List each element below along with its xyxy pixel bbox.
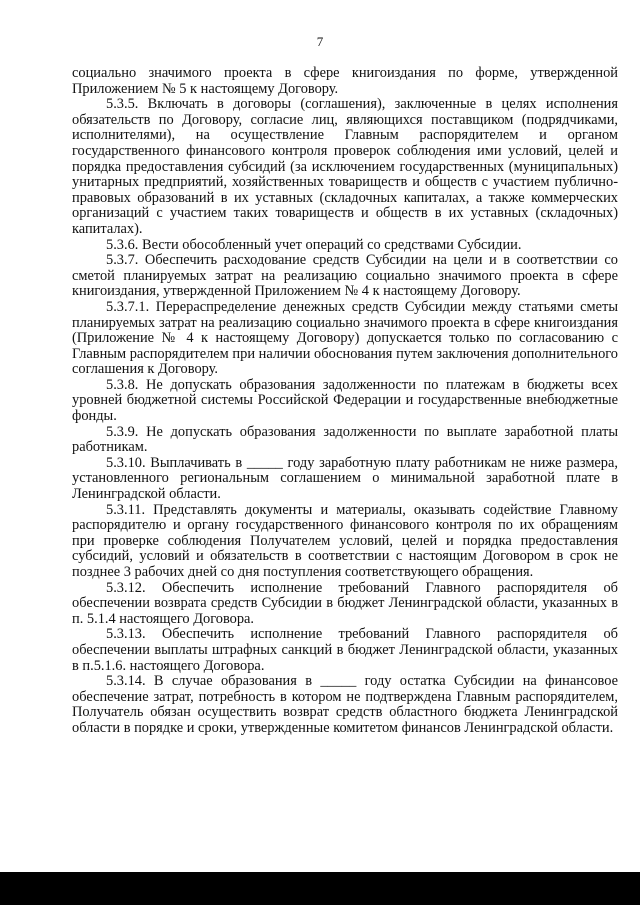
paragraph-5-3-6: 5.3.6. Вести обособленный учет операций со средствами Субсидии. [106,236,522,253]
paragraph-5-3-9: 5.3.9. Не допускать образования задолженности по выплате заработной платы работникам. [72,423,618,456]
paragraph-5-3-12: 5.3.12. Обеспечить исполнение требований Главного распорядителя об обеспечении возврата средств Субсидии в бюджет Ленинградской области, указанных в п. 5.1.4 настоящего Договора. [72,579,618,627]
paragraph-5-3-8: 5.3.8. Не допускать образования задолженности по платежам в бюджеты всех уровней бюджетной системы Российской Федерации и государственные внебюджетные фонды. [72,376,618,425]
paragraph-5-3-11: 5.3.11. Представлять документы и материалы, оказывать содействие Главному распорядителю и органу государственного финансового контроля по их обращениям при проверке соблюдения Получателем условий, целей и порядка предоставления субсидий, условий и обязательств в соответствии с настоящим Договором в срок не позднее 3 рабочих дней со дня поступления соответствующего обращения. [72,501,618,580]
page-number: 7 [316,34,324,49]
paragraph-5-3-7: 5.3.7. Обеспечить расходование средств Субсидии на цели и в соответствии со сметой планируемых затрат на реализацию социально значимого проекта в сфере книгоиздания, утвержденной Приложением № 4 к настоящему Договору. [72,252,618,300]
paragraph-5-3-14: 5.3.14. В случае образования в _____ году остатка Субсидии на финансовое обеспечение затрат, потребность в котором не подтверждена Главным распорядителем, Получатель обязан осуществить возврат средств областного бюджета Ленинградской области в порядке и сроки, утвержденные комитетом финансов Ленинградской области. [72,673,618,736]
document-body [72,66,618,737]
paragraph-5-3-5: 5.3.5. Включать в договоры (соглашения), заключенные в целях исполнения обязательств по Договору, согласие лиц, являющихся поставщиком (подрядчиками, исполнителями), на осуществление Главным распорядителем и органом государственного финансового контроля проверок соблюдения ими условий, целей и порядка предоставления субсидий (за исключением государственных (муниципальных) унитарных предприятий, хозяйственных товариществ и обществ с участием публично-правовых образований в их уставных (складочных капиталах, а также коммерческих организаций с участием таких товариществ и обществ в их уставных (складочных) капиталах). [72,96,618,237]
paragraph-continuation: социально значимого проекта в сфере книгоиздания по форме, утвержденной Приложением № 5 к настоящему Договору. [72,65,618,97]
paragraph-5-3-7-1: 5.3.7.1. Перераспределение денежных средств Субсидии между статьями сметы планируемых затрат на реализацию социально значимого проекта в сфере книгоиздания (Приложение № 4 к настоящему Договору) допускается только по согласованию с Главным распорядителем при наличии обоснования путем заключения дополнительного соглашения к Договору. [72,298,618,378]
paragraph-5-3-10: 5.3.10. Выплачивать в _____ году заработную плату работникам не ниже размера, установленного региональным соглашением о минимальной заработной плате в Ленинградской области. [72,454,618,503]
scan-bottom-border [0,872,640,905]
paragraph-5-3-13: 5.3.13. Обеспечить исполнение требований Главного распорядителя об обеспечении выплаты штрафных санкций в бюджет Ленинградской области, указанных в п.5.1.6. настоящего Договора. [72,626,618,674]
